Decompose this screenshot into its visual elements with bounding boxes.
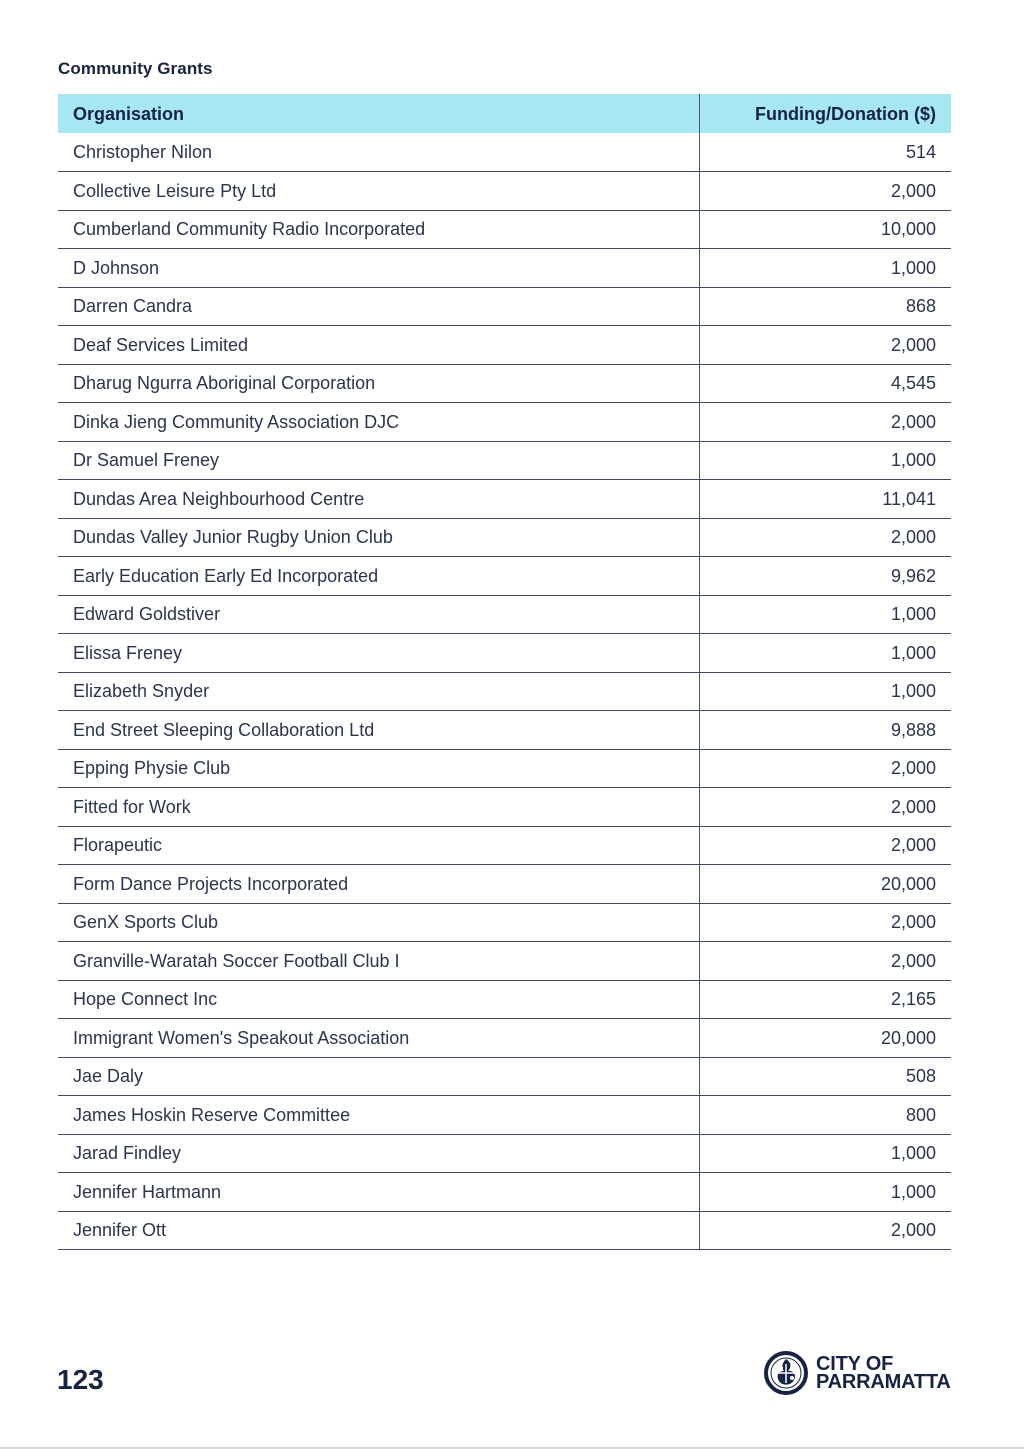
organisation-cell: Dharug Ngurra Aboriginal Corporation — [58, 364, 699, 403]
table-row — [58, 1173, 951, 1212]
funding-cell: 2,000 — [699, 942, 951, 981]
funding-cell: 20,000 — [699, 1019, 951, 1058]
funding-cell: 868 — [699, 287, 951, 326]
funding-cell: 2,000 — [699, 788, 951, 827]
organisation-cell: Granville-Waratah Soccer Football Club I — [58, 942, 699, 981]
funding-cell: 2,000 — [699, 403, 951, 442]
organisation-cell: Epping Physie Club — [58, 749, 699, 788]
funding-cell: 1,000 — [699, 595, 951, 634]
organisation-cell: Early Education Early Ed Incorporated — [58, 557, 699, 596]
table-row — [58, 595, 951, 634]
table-row — [58, 980, 951, 1019]
organisation-cell: Edward Goldstiver — [58, 595, 699, 634]
table-row — [58, 1019, 951, 1058]
funding-cell: 1,000 — [699, 1173, 951, 1212]
table-row — [58, 1134, 951, 1173]
funding-column-header: Funding/Donation ($) — [699, 94, 951, 133]
funding-cell: 2,000 — [699, 326, 951, 365]
funding-cell: 1,000 — [699, 1134, 951, 1173]
funding-cell: 10,000 — [699, 210, 951, 249]
table-row — [58, 788, 951, 827]
organisation-cell: Jae Daly — [58, 1057, 699, 1096]
funding-cell: 9,888 — [699, 711, 951, 750]
organisation-cell: Deaf Services Limited — [58, 326, 699, 365]
organisation-cell: Dinka Jieng Community Association DJC — [58, 403, 699, 442]
table-row — [58, 172, 951, 211]
table-row — [58, 903, 951, 942]
funding-cell: 2,000 — [699, 1211, 951, 1250]
table-row — [58, 942, 951, 981]
funding-cell: 800 — [699, 1096, 951, 1135]
funding-cell: 11,041 — [699, 480, 951, 519]
funding-cell: 2,165 — [699, 980, 951, 1019]
organisation-cell: Elizabeth Snyder — [58, 672, 699, 711]
organisation-cell: Dundas Valley Junior Rugby Union Club — [58, 518, 699, 557]
table-row — [58, 711, 951, 750]
table-row — [58, 287, 951, 326]
funding-cell: 508 — [699, 1057, 951, 1096]
funding-cell: 1,000 — [699, 672, 951, 711]
city-of-parramatta-logo — [764, 1351, 951, 1395]
city-seal-icon — [764, 1351, 808, 1395]
organisation-cell: Form Dance Projects Incorporated — [58, 865, 699, 904]
funding-cell: 2,000 — [699, 903, 951, 942]
organisation-column-header: Organisation — [58, 94, 699, 133]
funding-cell: 2,000 — [699, 172, 951, 211]
table-header-row — [58, 94, 951, 133]
funding-cell: 2,000 — [699, 826, 951, 865]
organisation-cell: Hope Connect Inc — [58, 980, 699, 1019]
grant-rows — [58, 133, 951, 1250]
organisation-cell: Immigrant Women's Speakout Association — [58, 1019, 699, 1058]
table-row — [58, 1211, 951, 1250]
funding-cell: 1,000 — [699, 249, 951, 288]
table-row — [58, 364, 951, 403]
organisation-cell: End Street Sleeping Collaboration Ltd — [58, 711, 699, 750]
table-row — [58, 441, 951, 480]
table-row — [58, 403, 951, 442]
table-row — [58, 557, 951, 596]
organisation-cell: Fitted for Work — [58, 788, 699, 827]
table-row — [58, 210, 951, 249]
organisation-cell: James Hoskin Reserve Committee — [58, 1096, 699, 1135]
organisation-cell: Christopher Nilon — [58, 133, 699, 172]
table-row — [58, 1057, 951, 1096]
table-row — [58, 326, 951, 365]
table-row — [58, 518, 951, 557]
funding-cell: 20,000 — [699, 865, 951, 904]
table-row — [58, 634, 951, 673]
table-row — [58, 826, 951, 865]
funding-cell: 514 — [699, 133, 951, 172]
organisation-cell: D Johnson — [58, 249, 699, 288]
organisation-cell: Florapeutic — [58, 826, 699, 865]
page-number: 123 — [57, 1364, 104, 1395]
table-row — [58, 749, 951, 788]
organisation-cell: Darren Candra — [58, 287, 699, 326]
funding-cell: 1,000 — [699, 634, 951, 673]
funding-cell: 2,000 — [699, 749, 951, 788]
funding-cell: 9,962 — [699, 557, 951, 596]
table-row — [58, 249, 951, 288]
organisation-cell: Cumberland Community Radio Incorporated — [58, 210, 699, 249]
organisation-cell: Dundas Area Neighbourhood Centre — [58, 480, 699, 519]
table-row — [58, 480, 951, 519]
organisation-cell: Jennifer Ott — [58, 1211, 699, 1250]
organisation-cell: Jarad Findley — [58, 1134, 699, 1173]
table-row — [58, 865, 951, 904]
table-row — [58, 1096, 951, 1135]
organisation-cell: Jennifer Hartmann — [58, 1173, 699, 1212]
funding-cell: 4,545 — [699, 364, 951, 403]
table-row — [58, 672, 951, 711]
table-row — [58, 133, 951, 172]
organisation-cell: Collective Leisure Pty Ltd — [58, 172, 699, 211]
funding-cell: 1,000 — [699, 441, 951, 480]
organisation-cell: GenX Sports Club — [58, 903, 699, 942]
funding-cell: 2,000 — [699, 518, 951, 557]
organisation-cell: Dr Samuel Freney — [58, 441, 699, 480]
organisation-cell: Elissa Freney — [58, 634, 699, 673]
section-title: Community Grants — [58, 59, 213, 78]
logo-wordmark: CITY OF PARRAMATTA — [816, 1352, 951, 1393]
community-grants-table — [58, 94, 951, 1250]
